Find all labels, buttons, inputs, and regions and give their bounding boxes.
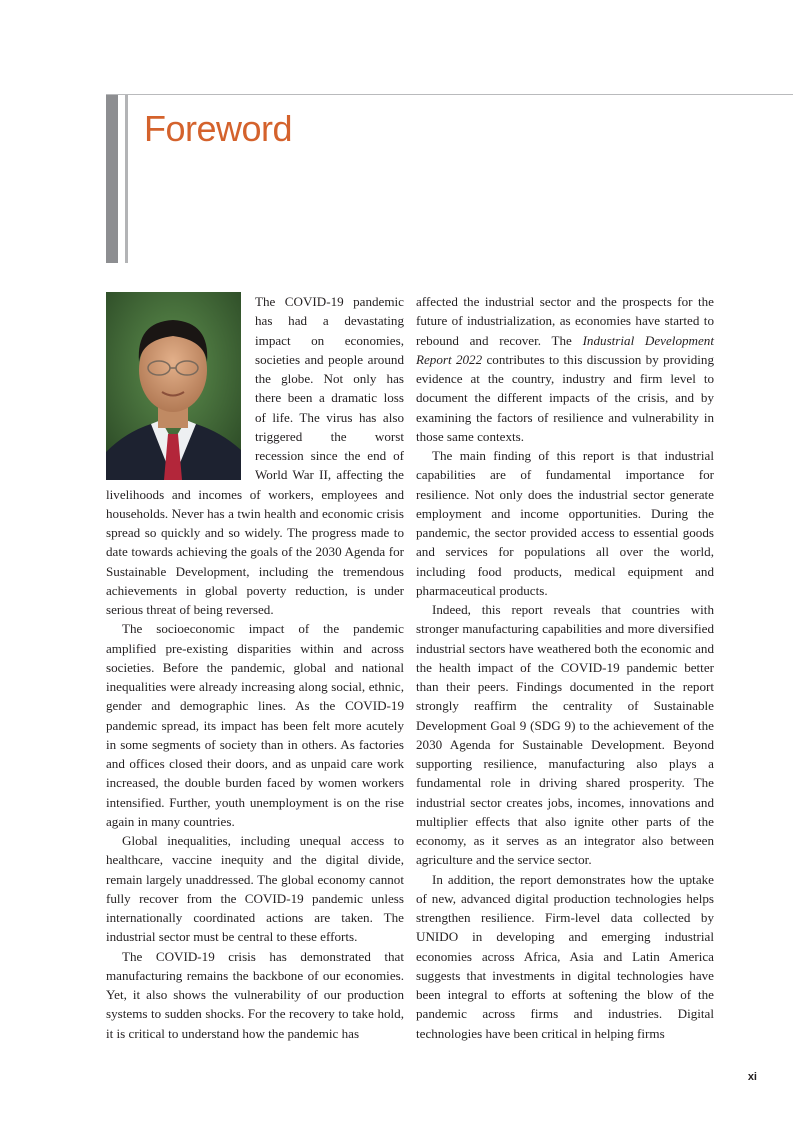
page-number: xi bbox=[747, 1071, 757, 1083]
header-side-bar-thin bbox=[125, 95, 128, 263]
right-paragraph-1 bbox=[416, 292, 714, 446]
header-side-bar bbox=[106, 95, 118, 263]
header-rule bbox=[106, 94, 793, 95]
report-title-italic: Industrial Development Report 2022 bbox=[416, 332, 714, 367]
page-title: Foreword bbox=[144, 108, 293, 149]
right-paragraph-3: Indeed, this report reveals that countries with stronger manufacturing capabilities and more diversified industrial sectors have weathered both the economic and the health impact of the COVID-19 pandemic better than their peers. Findings documented in the report strongly reaffirm the centrality of Sustainable Development Goal 9 (SDG 9) to the achievement of the 2030 Agenda for Sustainable Development. Beyond supporting resilience, manufacturing also plays a fundamental role in driving shared prosperity. The industrial sector creates jobs, incomes, innovations and multiplier effects that also ignite other parts of the economy, as it serves as an integrator also between agriculture and the service sector. bbox=[416, 602, 714, 868]
right-paragraph-2: The main finding of this report is that industrial capabilities are of fundamental importance for resilience. Not only does the industrial sector generate employment and income opportunities. During the pandemic, the sector provided access to essential goods and services for populations all over the world, including food products, medical equipment and pharmaceutical products. bbox=[416, 448, 714, 598]
right-paragraph-4: In addition, the report demonstrates how the uptake of new, advanced digital production technologies helps strengthen resilience. Firm-level data collected by UNIDO in developing and emerging industrial economies across Africa, Asia and Latin America suggests that investments in digital technologies have been integral to efforts at softening the blow of the pandemic across firms and industries. Digital technologies have been critical in helping firms bbox=[416, 871, 714, 1041]
portrait-photo-icon bbox=[106, 292, 241, 480]
right-paragraph-1-end: contributes to this discussion by providing evidence at the country, industry and firm level to document the different impacts of the crisis, and by examining the factors of resilience and vulnerability in those same contexts. bbox=[416, 351, 714, 444]
right-paragraph-1-start: affected the industrial sector and the prospects for the future of industrialization, as economies have started to rebound and recover. The bbox=[416, 294, 714, 348]
left-paragraph-2: The socioeconomic impact of the pandemic amplified pre-existing disparities within and across societies. Before the pandemic, global and national inequalities were already increasing along social, ethnic, gender and demographic lines. As the COVID-19 pandemic spread, its impact has been felt more acutely in some segments of society than in others. As factories and offices closed their doors, and as unpaid care work increased, the double burden faced by women workers intensified. Further, youth unemployment is on the rise again in many countries. bbox=[106, 621, 404, 829]
left-column bbox=[106, 292, 404, 1043]
left-paragraph-4: The COVID-19 crisis has demonstrated that manufacturing remains the backbone of our economies. Yet, it also shows the vulnerability of our production systems to sudden shocks. For the recovery to take hold, it is critical to understand how the pandemic has bbox=[106, 948, 404, 1041]
left-paragraph-3: Global inequalities, including unequal access to healthcare, vaccine inequity and the digital divide, remain largely unaddressed. The global economy cannot fully recover from the COVID-19 pandemic unless internationally coordinated actions are taken. The industrial sector must be central to these efforts. bbox=[106, 833, 404, 945]
right-column bbox=[416, 292, 714, 1043]
left-paragraph-1: The COVID-19 pandemic has had a devastating impact on economies, societies and people around the globe. Not only has there been a dramatic loss of life. The virus has also triggered the worst recession since the end of World War II, affecting the livelihoods and incomes of workers, employees and households. Never has a twin health and economic crisis spread so quickly and so widely. The progress made to date towards achieving the goals of the 2030 Agenda for Sustainable Development, including the tremendous achievements in global poverty reduction, is under serious threat of being reversed. bbox=[106, 294, 404, 617]
